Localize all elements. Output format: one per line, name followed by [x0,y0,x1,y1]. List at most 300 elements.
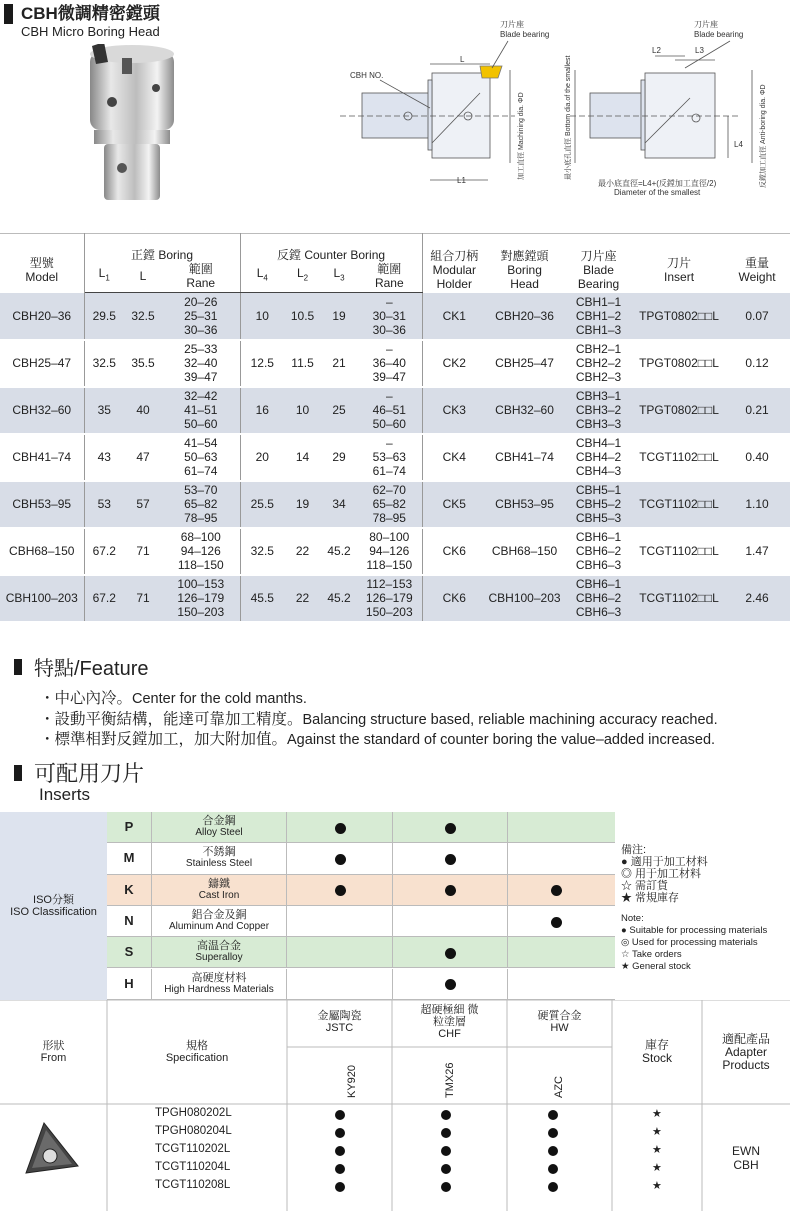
cell-crange [357,340,422,387]
cell-l1: 32.5 [84,340,124,387]
th-head: 對應鏜頭 Boring Head [486,234,563,293]
th-boring: 正鏜 Boring [84,234,240,263]
grade-header-1: 金屬陶瓷 JSTC [317,1010,362,1034]
insert-spec: TPGH080202L [155,1107,232,1119]
cell-holder: CK4 [422,434,486,481]
iso-row-s [107,937,615,968]
cell-crange-line: 126–179 [365,591,413,605]
iso-letter: S [107,937,152,967]
feature-item: ・中心內冷。Center for the cold manths. [40,690,307,707]
th-blade: 刀片座 Blade Bearing [563,234,634,293]
iso-material [152,875,287,905]
cell-weight: 0.07 [724,293,790,340]
cell-holder: CK2 [422,340,486,387]
iso-row-n [107,906,615,937]
bottom-dia-label: 最小底孔直徑 Bottom dia.of the smallest [565,55,572,180]
grade-code-1: KY920 [346,1064,358,1098]
iso-divider [507,906,508,936]
availability-dot [335,1128,345,1138]
cell-crange-line: – [385,389,393,403]
cell-crange-line: 65–82 [372,497,406,511]
cell-insert: TCGT1102□□L [634,528,724,575]
iso-material [152,969,287,999]
cell-crange [357,528,422,575]
cell-l4: 20 [240,434,284,481]
title-zh: CBH微調精密鏜頭 [21,4,160,23]
cell-range-line: 100–153 [177,577,225,591]
blade-bearing-label-en-1: Blade bearing [500,30,550,39]
cell-range-line: 50–63 [184,450,218,464]
cell-insert: TCGT1102□□L [634,481,724,528]
insert-spec: TCGT110202L [155,1143,231,1155]
material-en: Aluminum And Copper [168,921,270,933]
cell-crange-line: 39–47 [372,370,406,384]
title-marker-icon [4,4,13,24]
cell-weight: 1.47 [724,528,790,575]
cell-weight: 0.40 [724,434,790,481]
adapter-value: EWN CBH [732,1143,760,1172]
iso-label-en: ISO Classification [10,906,97,918]
cell-crange-line: – [385,294,393,309]
cell-blade-line: CBH3–2 [575,403,622,417]
blade-bearing-label-zh-2: 刀片座 [694,20,718,29]
cell-range [162,575,240,622]
cell-range-line: 65–82 [184,497,218,511]
cell-crange [357,293,422,340]
insert-spec: TPGH080204L [155,1125,232,1137]
cell-range-line: 126–179 [177,591,225,605]
cell-l3: 29 [321,434,357,481]
cell-blade-line: CBH4–3 [575,464,622,478]
cell-crange-line: 62–70 [372,483,406,497]
notes-en: Note: ● Suitable for processing materials ◎ Used for processing materials ☆ Take orders ★ General stock [621,913,768,972]
availability-dot [441,1110,451,1120]
iso-material [152,937,287,967]
cell-range [162,340,240,387]
iso-letter: H [107,969,152,999]
spec-row [0,434,790,481]
stock-star-icon: ★ [652,1162,662,1174]
th-range: 範圍 Rane [162,262,240,293]
cell-l2: 10.5 [284,293,321,340]
availability-dot [441,1146,451,1156]
material-en: Stainless Steel [185,858,253,870]
stock-star-icon: ★ [652,1126,662,1138]
spec-row [0,528,790,575]
material-zh: 鑄鐵 [208,877,230,890]
th-l4: $L_4$ [240,262,284,293]
cell-crange [357,387,422,434]
availability-dot [548,1182,558,1192]
material-en: Cast Iron [198,889,240,901]
cell-insert: TPGT0802□□L [634,293,724,340]
cell-insert: TPGT0802□□L [634,387,724,434]
insert-spec-table [0,1000,790,1211]
suitability-dot [551,885,562,896]
spec-row [0,293,790,340]
cell-blade-line: CBH6–1 [575,577,622,591]
dim-l3-label: L3 [695,46,704,55]
material-zh: 高温合金 [197,940,241,953]
cell-blade [563,340,634,387]
iso-divider [507,843,508,873]
suitability-dot [335,854,346,865]
iso-row-p [107,812,615,843]
cell-blade-line: CBH5–2 [575,497,622,511]
th-counter-boring: 反鏜 Counter Boring [240,234,422,263]
cell-blade-line: CBH2–2 [575,356,622,370]
cell-l2: 14 [284,434,321,481]
cell-head: CBH20–36 [486,293,563,340]
feature-heading-text: 特點/Feature [34,658,149,680]
cell-range [162,481,240,528]
material-zh: 合金鋼 [202,815,236,828]
boring-head-photo [82,44,182,204]
technical-drawings [340,8,785,223]
cell-l4: 32.5 [240,528,284,575]
cell-crange-line: 150–203 [365,605,413,619]
insert-spec: TCGT110208L [155,1179,231,1191]
cell-range-line: 118–150 [177,558,224,572]
cell-range [162,434,240,481]
cell-holder: CK6 [422,528,486,575]
grade-header-3: 硬質合金 HW [537,1010,582,1034]
grade-code-2: TMX26 [444,1062,456,1098]
cell-crange-line: 36–40 [372,356,406,370]
shape-header: 形狀 From [40,1040,67,1064]
cell-l1: 53 [84,481,124,528]
cell-insert: TCGT1102□□L [634,575,724,622]
cell-crange-line: 112–153 [366,577,413,591]
cell-range [162,293,240,340]
iso-letter: M [107,843,152,873]
cell-l4: 25.5 [240,481,284,528]
cell-range [162,528,240,575]
blade-bearing-label-en-2: Blade bearing [694,30,744,39]
cell-model: CBH32–60 [0,387,84,434]
suitability-dot [445,948,456,959]
cell-range-line: 32–42 [184,389,218,403]
cell-head: CBH68–150 [486,528,563,575]
iso-divider [392,843,393,873]
cell-l2: 22 [284,528,321,575]
availability-dot [335,1110,345,1120]
cell-range-line: 78–95 [184,511,218,525]
insert-spec: TCGT110204L [155,1161,231,1173]
cell-crange-line: 30–31 [372,308,406,323]
feature-list [40,689,718,751]
th-l3: $L_3$ [321,262,357,293]
cell-blade-line: CBH6–3 [575,558,622,572]
cell-blade [563,434,634,481]
spec-row [0,481,790,528]
cell-range-line: 30–36 [184,322,218,337]
notes-panel [615,812,790,1000]
cell-l1: 67.2 [84,528,124,575]
cell-crange-line: 78–95 [372,511,406,525]
iso-divider [507,875,508,905]
iso-row-h [107,969,615,1000]
iso-row-k [107,875,615,906]
cell-crange-line: 46–51 [372,403,406,417]
cell-crange-line: 50–60 [372,417,406,431]
cell-holder: CK5 [422,481,486,528]
availability-dot [441,1164,451,1174]
cell-crange [357,481,422,528]
cell-blade-line: CBH1–2 [575,308,622,323]
suitability-dot [445,979,456,990]
material-en: Alloy Steel [195,827,243,839]
iso-divider [507,969,508,999]
cell-range-line: 94–126 [180,544,221,558]
cell-blade-line: CBH2–3 [575,370,622,384]
anti-boring-dia-label: 反鏜加工直徑 Anti-boring dia. ΦD [760,84,767,188]
cell-head: CBH41–74 [486,434,563,481]
cell-head: CBH100–203 [486,575,563,622]
cell-crange-line: – [385,342,393,356]
cell-range-line: 53–70 [184,483,218,497]
dim-l-label: L [460,55,465,64]
availability-dot [441,1182,451,1192]
blade-bearing-label-zh-1: 刀片座 [500,20,524,29]
cell-blade-line: CBH3–1 [575,389,622,403]
cell-head: CBH25–47 [486,340,563,387]
cell-blade-line: CBH6–3 [575,605,622,619]
cell-l2: 22 [284,575,321,622]
stock-star-icon: ★ [652,1144,662,1156]
availability-dot [335,1182,345,1192]
cbh-no-label: CBH NO. [350,71,384,80]
cell-range-line: 41–54 [184,436,218,450]
cell-crange-line: 80–100 [369,530,410,544]
inserts-heading [14,757,144,788]
cell-model: CBH20–36 [0,293,84,340]
iso-divider [392,812,393,842]
th-l2: $L_2$ [284,262,321,293]
iso-row-m [107,843,615,874]
cell-crange-line: 30–36 [372,322,406,337]
cell-crange-line: – [385,436,393,450]
cell-l3: 45.2 [321,528,357,575]
cell-crange-line: 61–74 [372,464,406,478]
cell-l4: 16 [240,387,284,434]
cell-head: CBH53–95 [486,481,563,528]
iso-letter: P [107,812,152,842]
cell-blade [563,575,634,622]
th-l1: $L_1$ [84,262,124,293]
cell-blade-line: CBH4–1 [575,436,622,450]
suitability-dot [335,885,346,896]
cell-range-line: 32–40 [184,356,218,370]
availability-dot [548,1110,558,1120]
iso-label-zh: ISO分類 [33,894,74,906]
grade-header-2: 超硬極細 微粒塗層 CHF [420,1004,479,1040]
iso-divider [392,937,393,967]
cell-range-line: 61–74 [184,464,218,478]
iso-divider [392,906,393,936]
cell-blade [563,481,634,528]
spec-table-body [0,293,790,622]
cell-l1: 29.5 [84,293,124,340]
dim-l1-label: L1 [457,176,466,185]
cell-holder: CK3 [422,387,486,434]
adapter-header: 適配產品 Adapter Products [721,1031,770,1072]
cell-l3: 21 [321,340,357,387]
iso-divider [507,812,508,842]
feature-item: ・標準相對反鏜加工，加大附加值。Against the standard of counter boring the value–added increased. [40,731,716,748]
feature-heading [14,652,148,681]
cell-blade-line: CBH3–3 [575,417,622,431]
cell-l: 57 [124,481,162,528]
cell-model: CBH53–95 [0,481,84,528]
cell-range-line: 25–31 [184,308,218,323]
cell-model: CBH100–203 [0,575,84,622]
notes-zh: 備注: ● 適用于加工材料 ◎ 用于加工材料 ☆ 需訂貨 ★ 常規庫存 [621,844,708,904]
cell-l4: 12.5 [240,340,284,387]
cell-blade [563,387,634,434]
material-en: Superalloy [195,952,243,964]
cell-range-line: 68–100 [180,530,221,544]
availability-dot [548,1146,558,1156]
cell-blade-line: CBH6–2 [575,591,622,605]
machining-dia-label: 加工直徑 Machining dia. ΦD [518,92,525,180]
cell-range-line: 50–60 [184,417,218,431]
cell-l3: 25 [321,387,357,434]
iso-divider [392,969,393,999]
iso-material [152,906,287,936]
cell-l: 35.5 [124,340,162,387]
cell-blade [563,293,634,340]
availability-dot [548,1128,558,1138]
cell-l4: 45.5 [240,575,284,622]
feature-item: ・設動平衡結構，能達可靠加工精度。Balancing structure based, reliable machining accuracy reached. [40,710,718,728]
cell-crange [357,434,422,481]
spec-row [0,575,790,622]
dim-l4-label: L4 [734,140,743,149]
th-l: L [124,262,162,293]
cell-crange [357,575,422,622]
material-zh: 鋁合金及銅 [191,909,247,922]
spec-row [0,387,790,434]
cell-l2: 19 [284,481,321,528]
iso-divider [392,875,393,905]
material-en: High Hardness Materials [164,983,274,995]
material-zh: 高硬度材料 [191,971,247,984]
cell-l: 47 [124,434,162,481]
suitability-dot [445,854,456,865]
cell-l3: 45.2 [321,575,357,622]
cell-range-line: 25–33 [184,342,218,356]
cell-blade-line: CBH1–1 [575,294,622,309]
th-crange: 範圍 Rane [357,262,422,293]
cell-crange-line: 94–126 [369,544,410,558]
feature-marker-icon [14,659,22,675]
smallest-en: Diameter of the smallest [614,188,701,197]
cell-model: CBH68–150 [0,528,84,575]
suitability-dot [445,823,456,834]
cell-l4: 10 [240,293,284,340]
cell-weight: 2.46 [724,575,790,622]
cell-blade-line: CBH6–2 [575,544,622,558]
cell-l: 71 [124,528,162,575]
th-weight: 重量 Weight [724,234,790,293]
cell-l3: 34 [321,481,357,528]
cell-weight: 0.12 [724,340,790,387]
cell-blade-line: CBH4–2 [575,450,622,464]
smallest-formula: 最小底直徑=L4+(反鏜加工直徑/2) [598,179,717,188]
availability-dot [441,1128,451,1138]
iso-divider [507,937,508,967]
cell-l1: 43 [84,434,124,481]
cell-insert: TPGT0802□□L [634,340,724,387]
cell-holder: CK1 [422,293,486,340]
cell-l3: 19 [321,293,357,340]
material-zh: 不銹鋼 [202,846,236,859]
dim-l2-label: L2 [652,46,661,55]
cell-l2: 11.5 [284,340,321,387]
cell-head: CBH32–60 [486,387,563,434]
page-subtitle: CBH Micro Boring Head [21,24,160,39]
suitability-dot [445,885,456,896]
iso-classification-table [0,812,790,1000]
availability-dot [335,1164,345,1174]
spec-header: 規格 Specification [165,1040,229,1064]
availability-dot [548,1164,558,1174]
title-block [4,4,160,39]
cell-l2: 10 [284,387,321,434]
th-insert: 刀片 Insert [634,234,724,293]
availability-dot [335,1146,345,1156]
stock-header: 庫存 Stock [641,1038,672,1065]
iso-letter: N [107,906,152,936]
cell-l1: 67.2 [84,575,124,622]
cell-weight: 0.21 [724,387,790,434]
cell-range-line: 39–47 [184,370,218,384]
th-holder: 組合刀柄 Modular Holder [422,234,486,293]
cell-blade-line: CBH5–1 [575,483,622,497]
iso-label [0,812,107,1000]
iso-material [152,812,287,842]
stock-star-icon: ★ [652,1108,662,1120]
cell-weight: 1.10 [724,481,790,528]
cell-holder: CK6 [422,575,486,622]
cell-range [162,387,240,434]
cell-blade [563,528,634,575]
cell-blade-line: CBH5–3 [575,511,622,525]
cell-l: 32.5 [124,293,162,340]
grade-code-3: AZC [553,1076,565,1098]
inserts-heading-text: 可配用刀片 [34,761,145,786]
cell-l: 40 [124,387,162,434]
spec-table [0,233,790,623]
cell-blade-line: CBH1–3 [575,322,622,337]
stock-star-icon: ★ [652,1180,662,1192]
cell-range-line: 41–51 [184,403,218,417]
cell-blade-line: CBH2–1 [575,342,622,356]
cell-crange-line: 53–63 [372,450,406,464]
inserts-marker-icon [14,765,22,781]
cell-insert: TCGT1102□□L [634,434,724,481]
cell-range-line: 150–203 [177,605,225,619]
cell-crange-line: 118–150 [366,558,413,572]
inserts-subheading: Inserts [39,785,91,804]
iso-material [152,843,287,873]
cell-l: 71 [124,575,162,622]
cell-range-line: 20–26 [184,294,218,309]
triangle-insert-image [14,1118,84,1178]
cell-l1: 35 [84,387,124,434]
th-model: 型號 Model [0,234,84,293]
